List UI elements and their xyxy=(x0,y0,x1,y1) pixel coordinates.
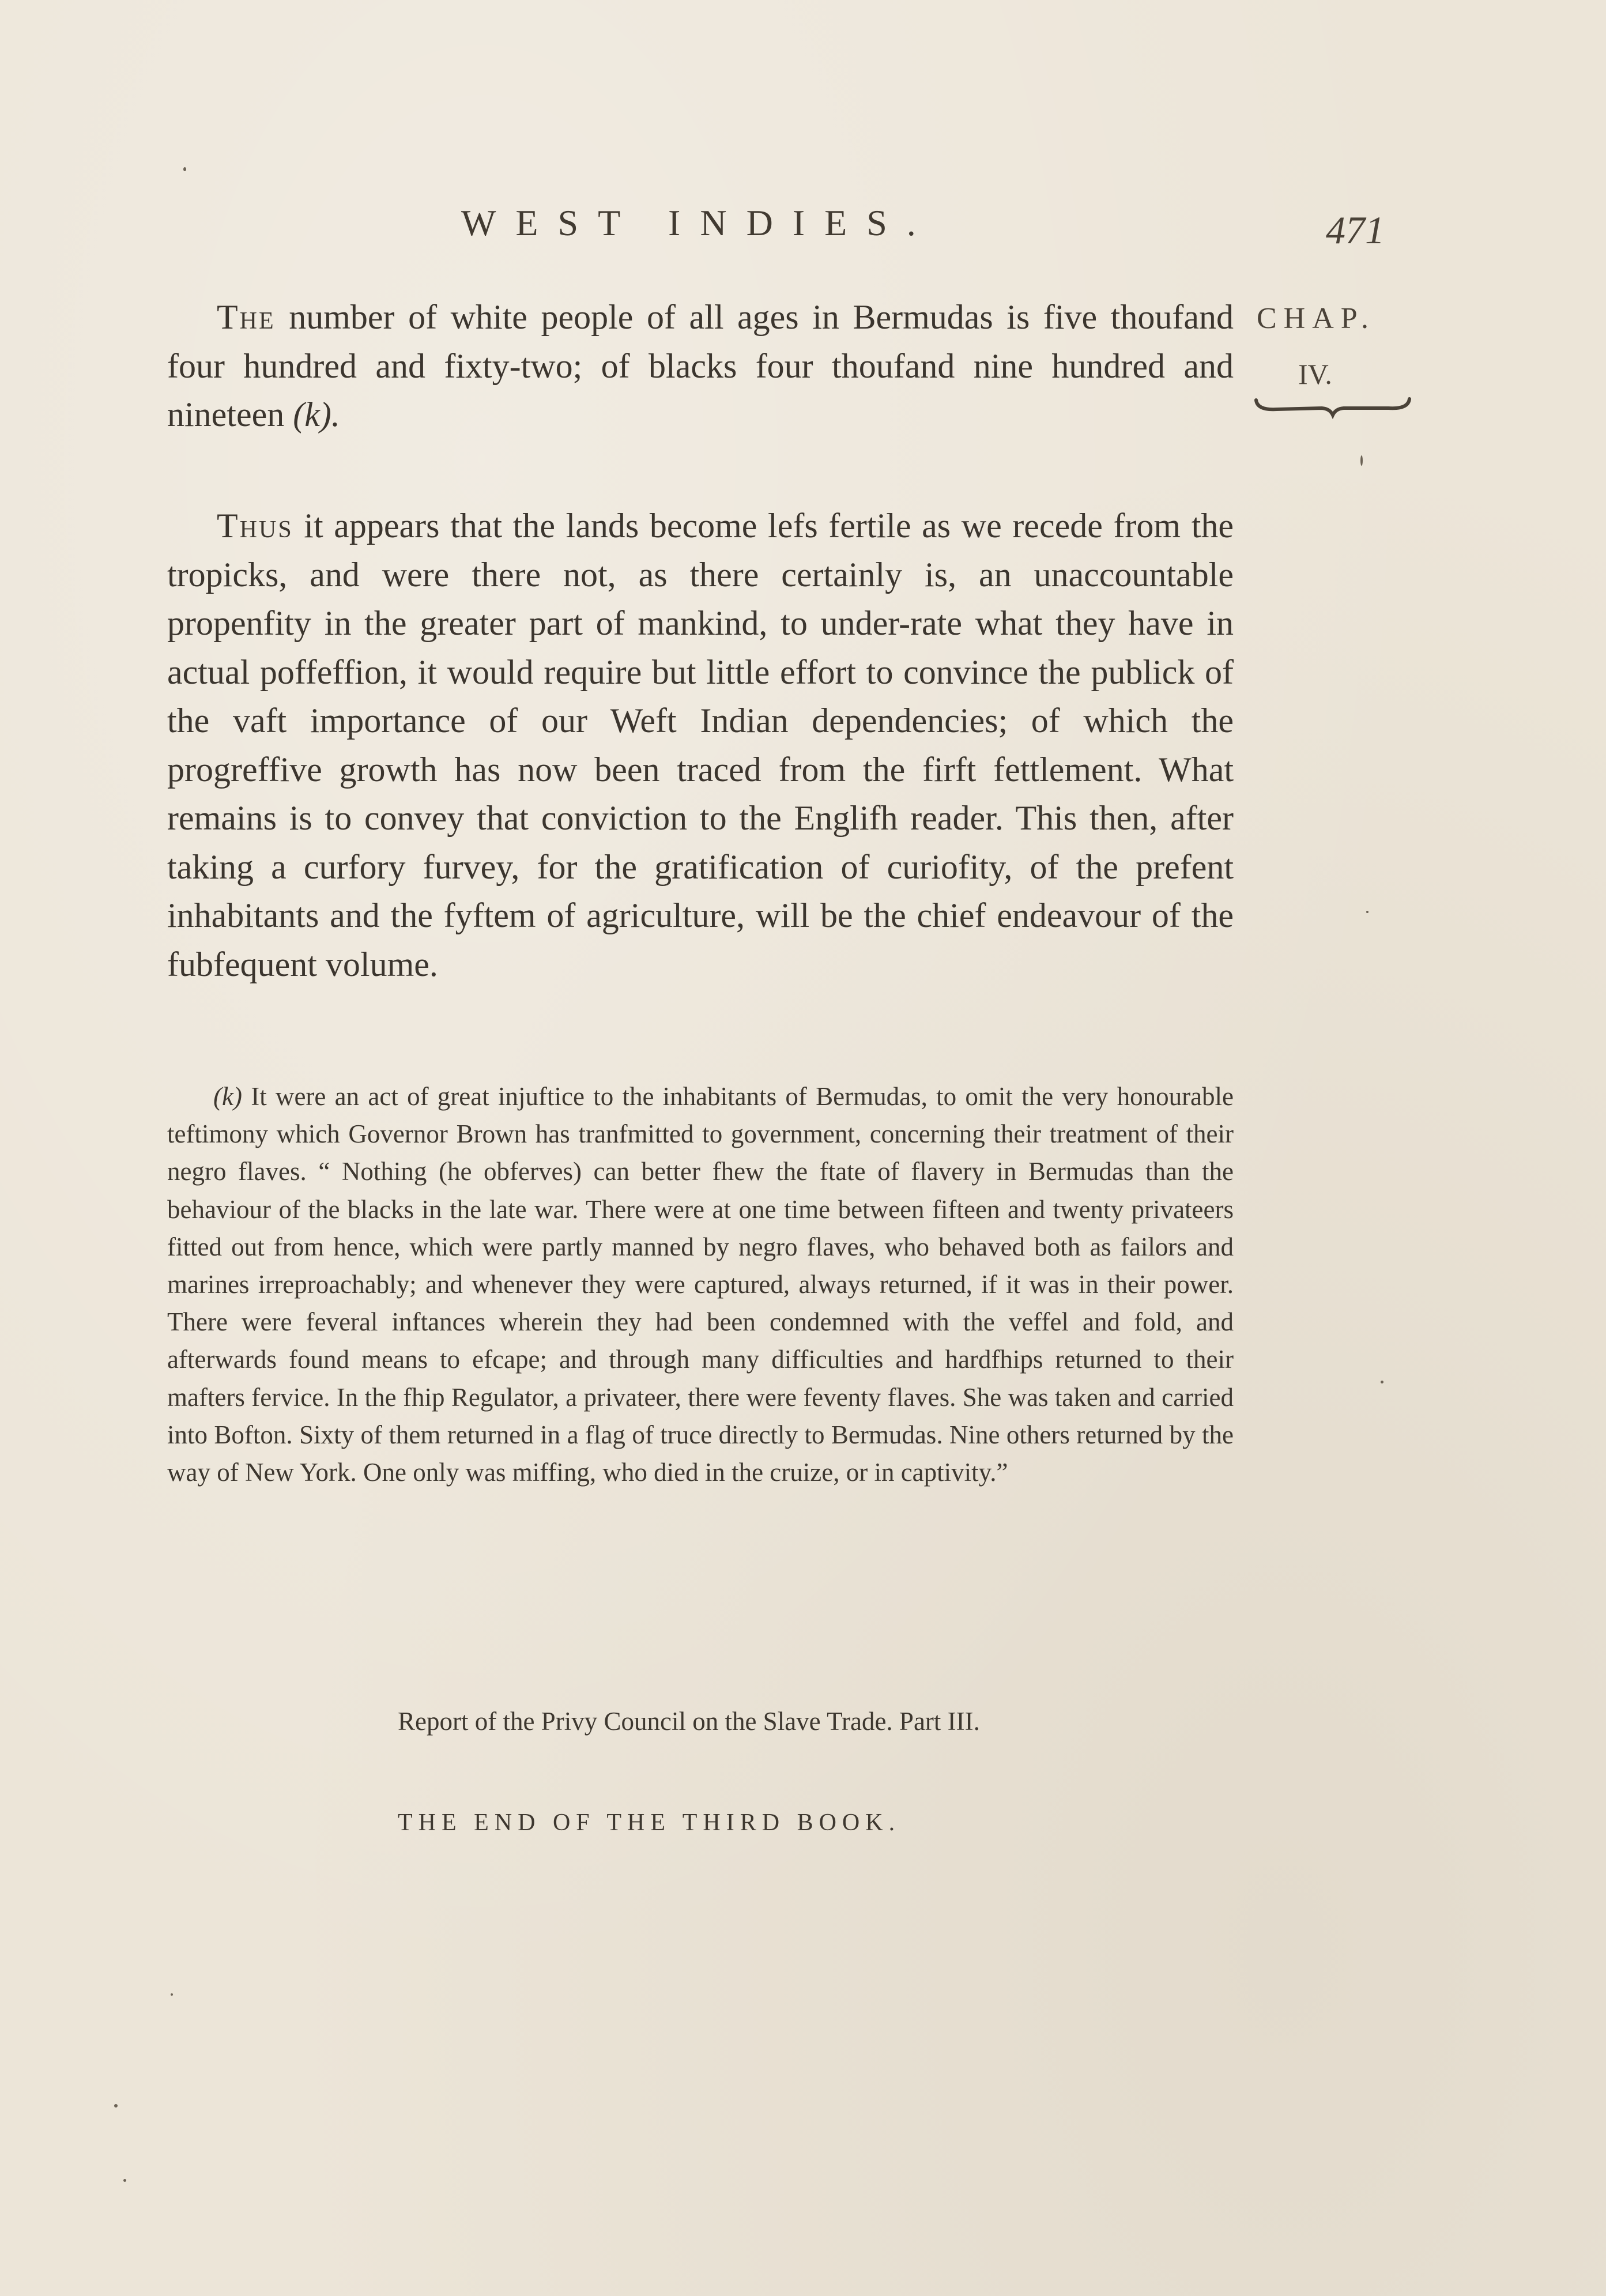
footnote-text: It were an act of great injuftice to the inhabitants of Bermudas, to omit the very honourable teftimony which Governor Brown has tranfmitted to government, concerning their treatment of their negro flaves. “ Nothing (he obferves) can better fhew the ftate of flavery in Bermudas than the behaviour of the blacks in the late war. There were at one time between fifteen and twenty privateers fitted out from hence, which were partly manned by negro flaves, who behaved both as failors and marines irreproachably; and whenever they were captured, always returned, if it was in their power. There were feveral inftances wherein they had been condemned with the veffel and fold, and afterwards found means to efcape; and through many difficulties and hardfhips returned to their mafters fervice. In the fhip Regulator, a privateer, there were feventy flaves. She was taken and carried into Bofton. Sixty of them returned in a flag of truce directly to Bermudas. Nine others returned by the way of New York. One only was miffing, who died in the cruize, or in captivity.” xyxy=(167,1082,1234,1487)
paragraph-bermudas-population xyxy=(167,293,1234,439)
chapter-label: CHAP. xyxy=(1257,302,1375,335)
paper-speck xyxy=(123,2179,126,2182)
paper-speck xyxy=(171,1993,173,1996)
paragraph1-lead: The xyxy=(217,298,276,336)
paper-speck xyxy=(183,167,186,171)
chapter-brace-icon xyxy=(1254,397,1412,420)
paragraph2-text: it appears that the lands become lefs fertile as we recede from the tropicks, and were there not, as there certainly is, an unaccountable propenfity in the greater part of mankind, to under-rate what they have in actual poffeffion, it would require but little effort to convince the publick of the vaft importance of our Weft Indian dependencies; of which the progreffive growth has now been traced from the firft fettlement. What remains is to convey that conviction to the Englifh reader. This then, after taking a curfory furvey, for the gratification of curiofity, of the prefent inhabitants and the fyftem of agriculture, will be the chief endeavour of the fubfequent volume. xyxy=(167,507,1234,983)
paragraph-west-indian-importance xyxy=(167,502,1234,989)
footnote-marker: (k) xyxy=(213,1082,242,1111)
chapter-number: IV. xyxy=(1298,358,1332,390)
footnote-k xyxy=(167,1078,1234,1491)
footnote-source: Report of the Privy Council on the Slave Trade. Part III. xyxy=(398,1707,980,1736)
running-head: WEST INDIES. xyxy=(461,202,936,243)
paper-speck xyxy=(1366,911,1369,913)
paper-speck xyxy=(1360,455,1363,466)
page-number: 471 xyxy=(1326,208,1385,252)
paragraph1-text: number of white people of all ages in Bermudas is five thoufand four hundred and fixty-two; of blacks four thoufand nine hundred and nineteen xyxy=(167,298,1234,433)
end-of-book-line: THE END OF THE THIRD BOOK. xyxy=(398,1809,901,1836)
paragraph2-lead: Thus xyxy=(217,507,293,545)
paper-speck xyxy=(114,2104,118,2108)
paper-speck xyxy=(1381,1381,1383,1383)
footnote-reference: (k). xyxy=(293,395,340,433)
